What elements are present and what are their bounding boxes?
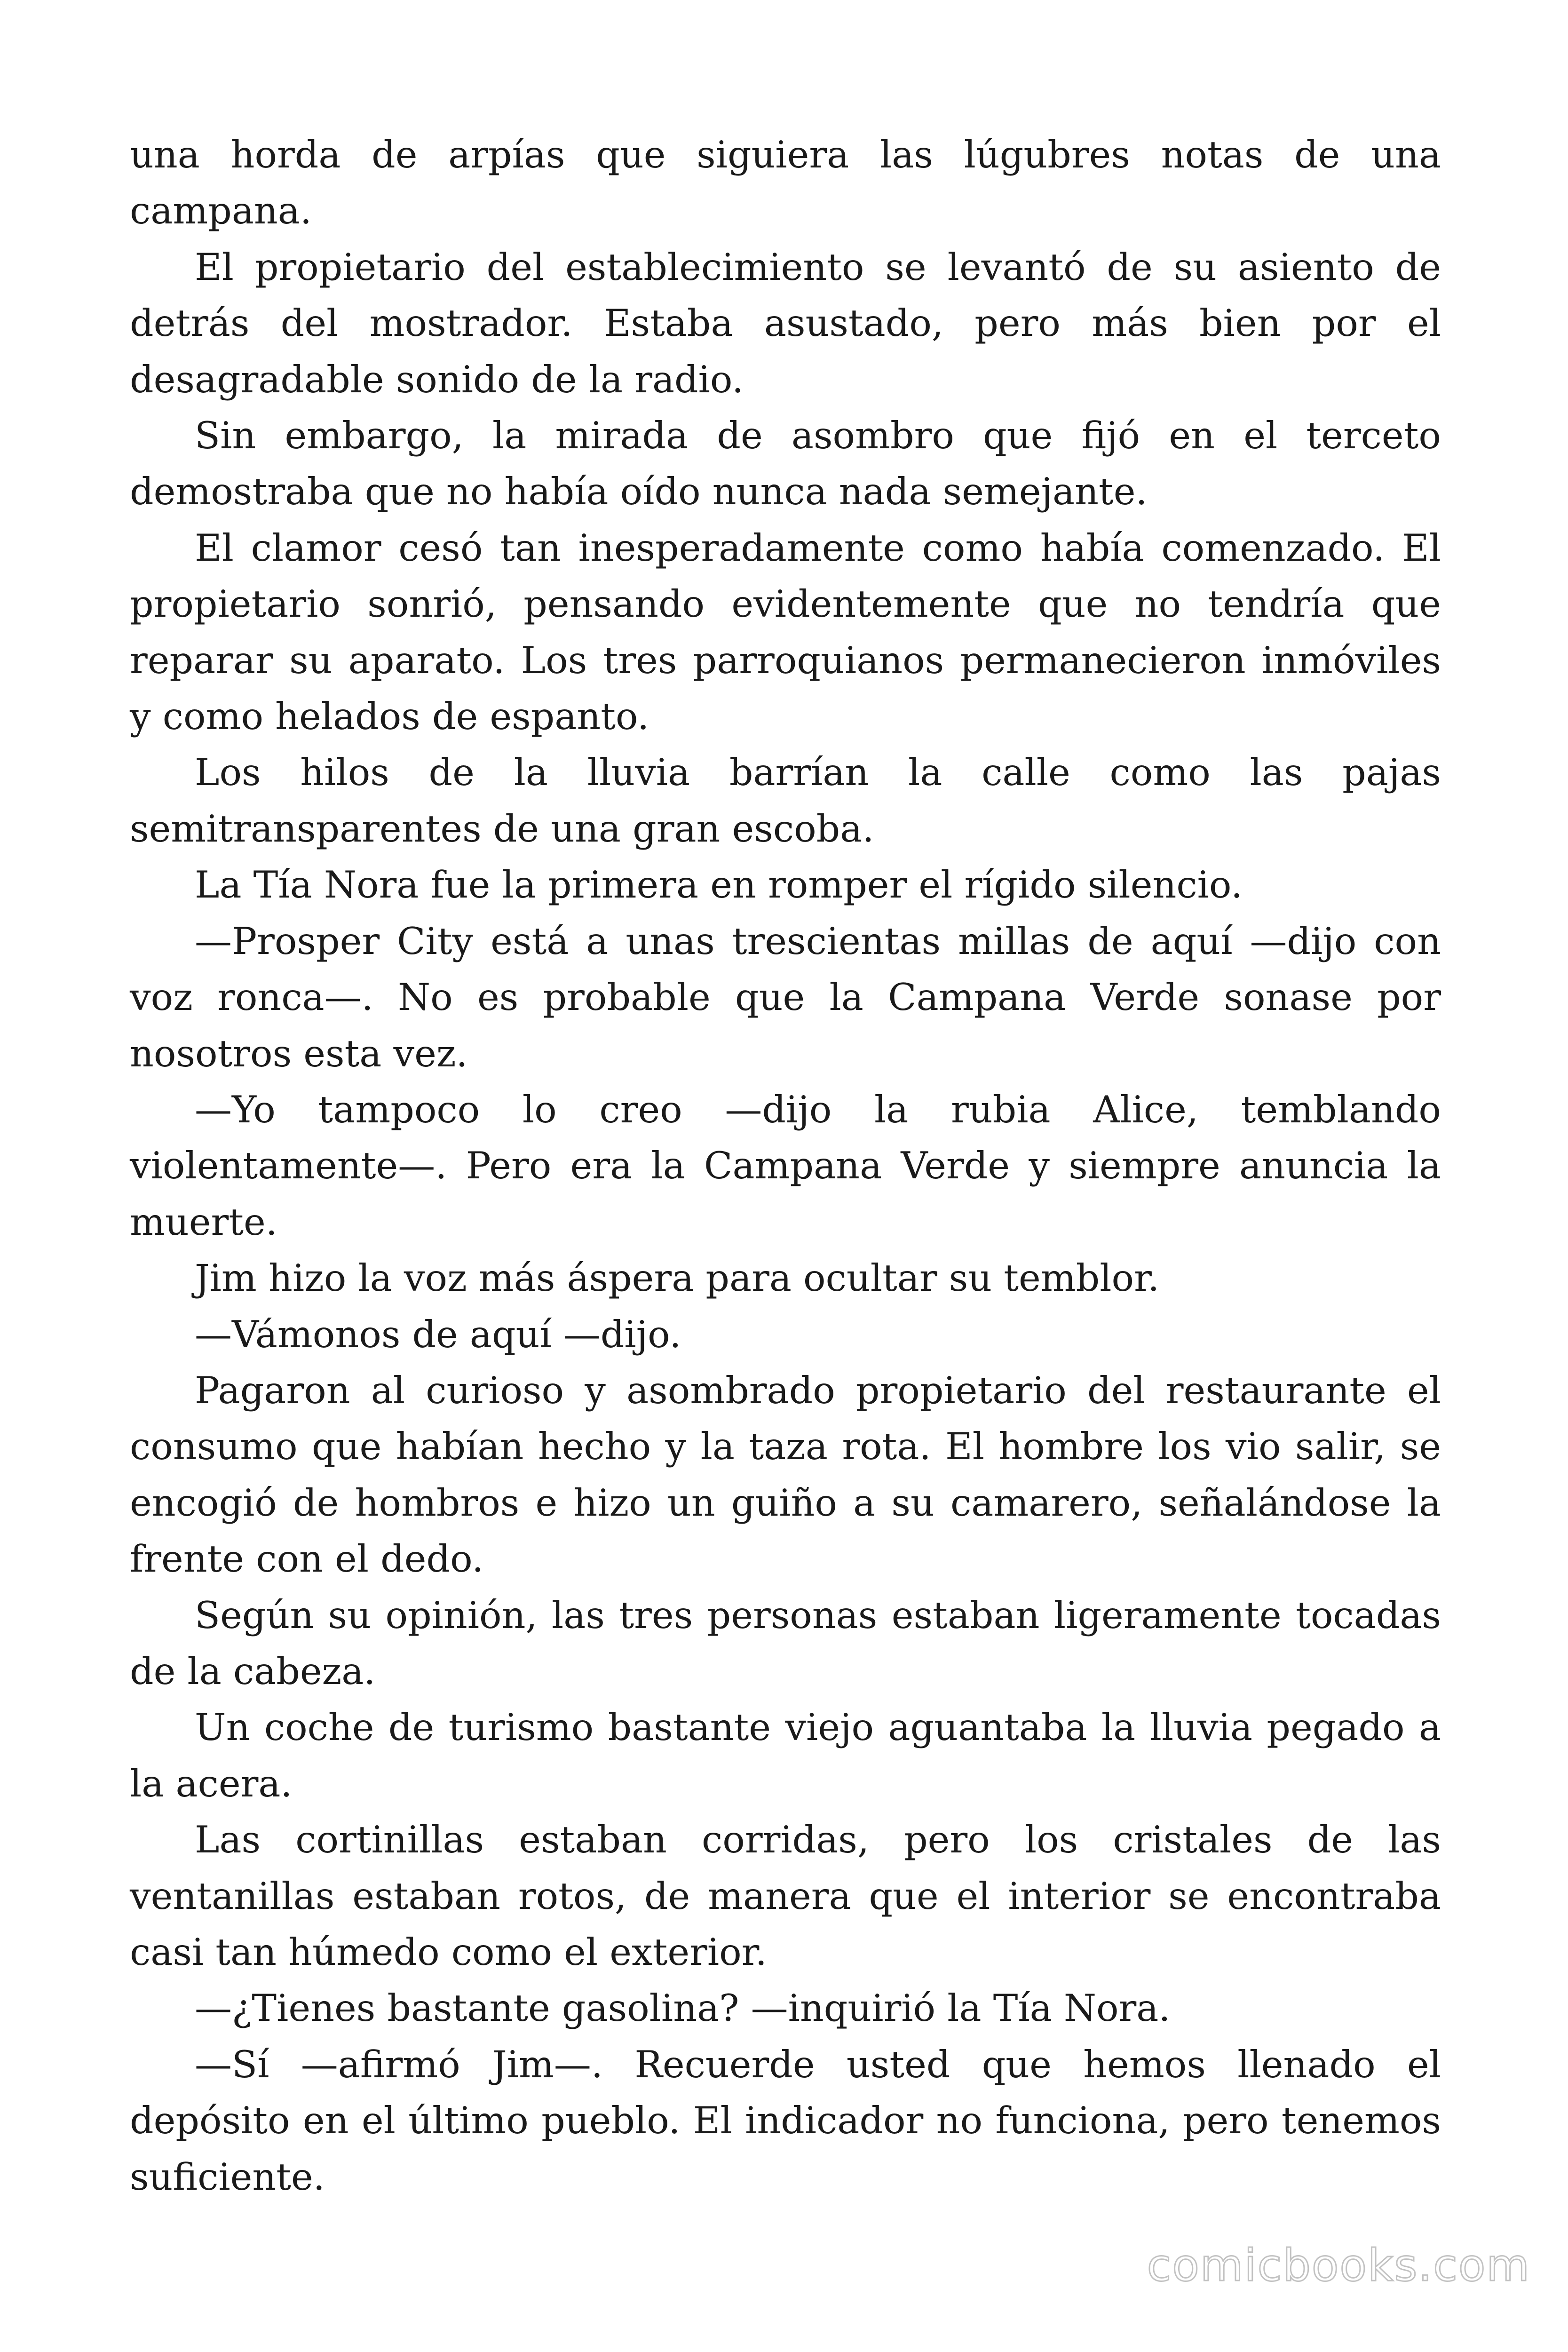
paragraph: —Vámonos de aquí —dijo.	[195, 1312, 681, 1356]
paragraph: Sin embargo, la mirada de asombro que fijó en el terceto demostraba que no había oído nunca nada semejante.	[130, 414, 1441, 514]
paragraph: Un coche de turismo bastante viejo aguantaba la lluvia pegado a la acera.	[130, 1706, 1441, 1805]
paragraph: Los hilos de la lluvia barrían la calle como las pajas semitransparentes de una gran escoba.	[130, 751, 1441, 850]
paragraph: una horda de arpías que siguiera las lúgubres notas de una campana.	[130, 133, 1441, 233]
body-text	[130, 127, 1441, 2205]
paragraph: —Prosper City está a unas trescientas millas de aquí —dijo con voz ronca—. No es probable que la Campana Verde sonase por nosotros esta vez.	[130, 919, 1441, 1075]
paragraph: El propietario del establecimiento se levantó de su asiento de detrás del mostrador. Estaba asustado, pero más bien por el desagradable sonido de la radio.	[130, 245, 1441, 401]
paragraph: El clamor cesó tan inesperadamente como había comenzado. El propietario sonrió, pensando evidentemente que no tendría que reparar su aparato. Los tres parroquianos permanecieron inmóviles y como helados de espanto.	[130, 526, 1441, 739]
paragraph: Las cortinillas estaban corridas, pero los cristales de las ventanillas estaban rotos, de manera que el interior se encontraba casi tan húmedo como el exterior.	[130, 1818, 1441, 1974]
paragraph: La Tía Nora fue la primera en romper el rígido silencio.	[195, 863, 1243, 907]
paragraph: —¿Tienes bastante gasolina? —inquirió la Tía Nora.	[195, 1986, 1171, 2030]
paragraph: —Sí —afirmó Jim—. Recuerde usted que hemos llenado el depósito en el último pueblo. El indicador no funciona, pero tenemos suficiente.	[130, 2042, 1441, 2199]
watermark: comicbooks.com	[1147, 2240, 1530, 2291]
paragraph: Según su opinión, las tres personas estaban ligeramente tocadas de la cabeza.	[130, 1593, 1441, 1693]
paragraph: Pagaron al curioso y asombrado propietario del restaurante el consumo que habían hecho y la taza rota. El hombre los vio salir, se encogió de hombros e hizo un guiño a su camarero, señalándose la frente con el dedo.	[130, 1368, 1441, 1581]
paragraph: Jim hizo la voz más áspera para ocultar su temblor.	[195, 1256, 1160, 1300]
paragraph: —Yo tampoco lo creo —dijo la rubia Alice, temblando violentamente—. Pero era la Campana Verde y siempre anuncia la muerte.	[130, 1088, 1441, 1244]
